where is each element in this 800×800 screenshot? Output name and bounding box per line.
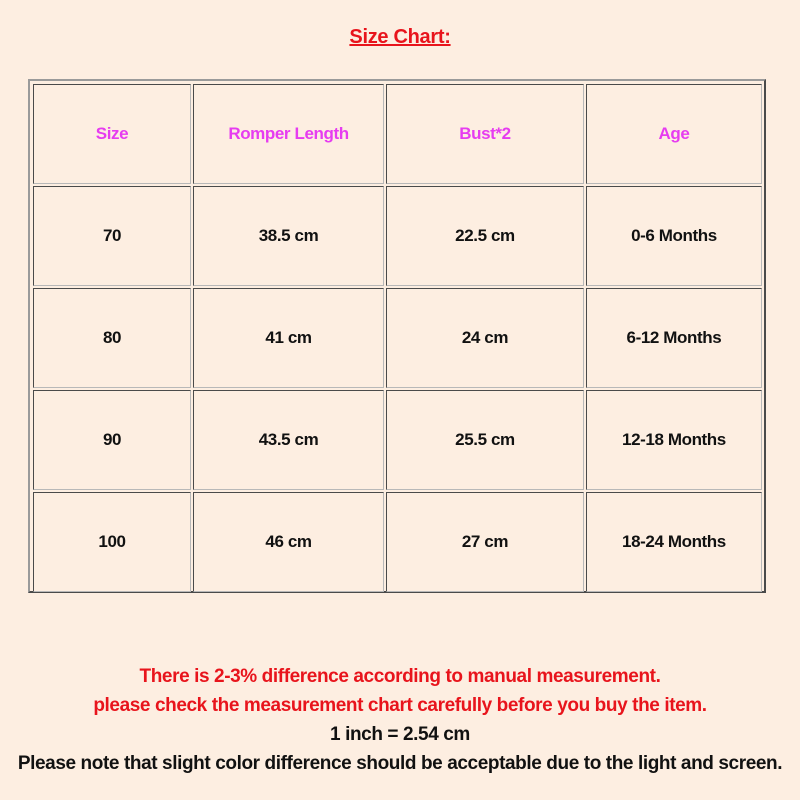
header-bust: Bust*2: [386, 84, 584, 184]
cell-age: 12-18 Months: [586, 390, 762, 490]
color-difference-note: Please note that slight color difference should be acceptable due to the light and screen.: [17, 753, 783, 774]
table-row: [33, 288, 762, 388]
cell-romper-length: 46 cm: [193, 492, 384, 592]
cell-bust: 22.5 cm: [386, 186, 584, 286]
cell-size: 70: [33, 186, 191, 286]
header-romper-length: Romper Length: [193, 84, 384, 184]
cell-size: 90: [33, 390, 191, 490]
size-chart-title: Size Chart:: [349, 26, 451, 48]
table-header-row: [33, 84, 762, 184]
measurement-difference-note: There is 2-3% difference according to manual measurement.: [139, 666, 661, 687]
cell-age: 6-12 Months: [586, 288, 762, 388]
inch-conversion-note: 1 inch = 2.54 cm: [330, 724, 470, 745]
table-row: [33, 492, 762, 592]
cell-romper-length: 43.5 cm: [193, 390, 384, 490]
cell-bust: 27 cm: [386, 492, 584, 592]
table-row: [33, 186, 762, 286]
measurement-notes: [0, 662, 800, 778]
check-chart-note: please check the measurement chart carefully before you buy the item.: [93, 695, 707, 716]
size-chart-table-frame: [28, 79, 766, 593]
cell-age: 18-24 Months: [586, 492, 762, 592]
cell-bust: 24 cm: [386, 288, 584, 388]
header-size: Size: [33, 84, 191, 184]
header-age: Age: [586, 84, 762, 184]
cell-bust: 25.5 cm: [386, 390, 584, 490]
table-row: [33, 390, 762, 490]
cell-size: 80: [33, 288, 191, 388]
cell-romper-length: 38.5 cm: [193, 186, 384, 286]
cell-romper-length: 41 cm: [193, 288, 384, 388]
cell-age: 0-6 Months: [586, 186, 762, 286]
size-chart-table: [31, 82, 764, 594]
cell-size: 100: [33, 492, 191, 592]
